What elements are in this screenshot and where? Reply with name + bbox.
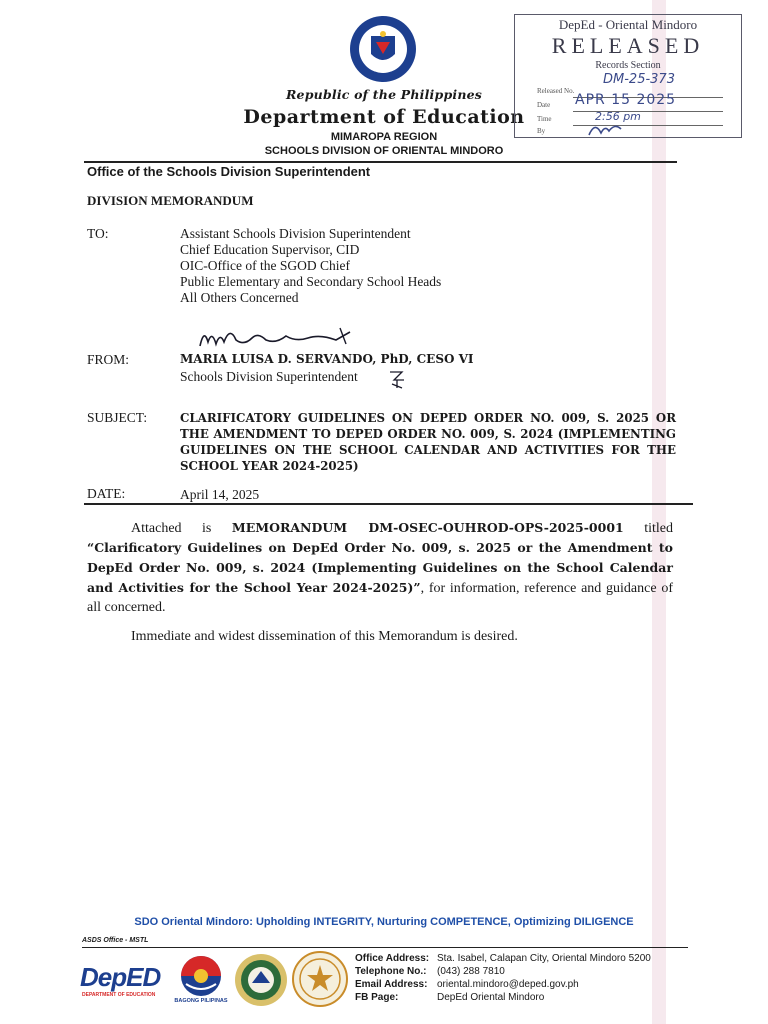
email-label: Email Address: — [355, 979, 428, 990]
deped-logo — [80, 960, 172, 1004]
deped-seal-logo — [348, 14, 418, 84]
date-label: DATE: — [87, 486, 126, 501]
footer-motto: SDO Oriental Mindoro: Upholding INTEGRITY, Nurturing COMPETENCE, Optimizing DILIGENCE — [134, 916, 634, 928]
stamp-initials-scribble — [585, 119, 625, 141]
p1-titled: titled — [644, 521, 673, 536]
memo-date: April 14, 2025 — [180, 487, 260, 502]
initial-mark — [386, 368, 408, 390]
deped-logo-text: DepED — [80, 962, 161, 992]
from-title: Schools Division Superintendent — [180, 369, 358, 384]
p1-memo-number: MEMORANDUM DM-OSEC-OUHROD-OPS-2025-0001 — [231, 520, 624, 535]
from-name: MARIA LUISA D. SERVANDO, PhD, CESO VI — [180, 352, 474, 366]
stamp-time: 2:56 pm — [595, 110, 641, 123]
to-label: TO: — [87, 226, 109, 241]
fb-page-label: FB Page: — [355, 992, 399, 1003]
region-heading: MIMAROPA REGION — [330, 131, 438, 143]
body-paragraph-2: Immediate and widest dissemination of this Memorandum is desired. — [131, 629, 518, 644]
department-heading: Department of Education — [243, 106, 525, 128]
to-recipient: All Others Concerned — [180, 290, 299, 305]
to-recipient: Chief Education Supervisor, CID — [180, 242, 360, 257]
p1-prefix: Attached is — [131, 521, 212, 536]
to-recipient: OIC-Office of the SGOD Chief — [180, 258, 350, 273]
stamp-released-no: DM-25-373 — [603, 72, 675, 87]
to-recipient: Assistant Schools Division Superintendent — [180, 226, 411, 241]
stamp-released-no-label: Released No. — [537, 87, 575, 95]
subject-label: SUBJECT: — [87, 410, 148, 425]
stamp-title: DepEd - Oriental Mindoro — [558, 17, 698, 32]
division-heading: SCHOOLS DIVISION OF ORIENTAL MINDORO — [264, 145, 504, 157]
header-divider — [84, 161, 677, 163]
office-address-label: Office Address: — [355, 953, 430, 964]
memo-divider — [84, 503, 693, 505]
provincial-seal-logo — [292, 951, 348, 1007]
republic-heading: Republic of the Philippines — [285, 87, 483, 102]
office-address: Sta. Isabel, Calapan City, Oriental Mindoro 5200 — [437, 953, 651, 964]
stamp-status: RELEASED — [551, 33, 705, 58]
stamp-by-label: By — [537, 127, 546, 135]
bagong-pilipinas-text: BAGONG PILIPINAS — [174, 998, 228, 1004]
division-seal-logo — [234, 953, 288, 1007]
stamp-section: Records Section — [595, 60, 661, 71]
body-paragraph-1 — [87, 518, 673, 617]
email: oriental.mindoro@deped.gov.ph — [437, 979, 579, 990]
deped-logo-subtext: DEPARTMENT OF EDUCATION — [82, 992, 156, 998]
to-recipient: Public Elementary and Secondary School Heads — [180, 274, 442, 289]
subject-text: CLARIFICATORY GUIDELINES ON DEPED ORDER NO. 009, S. 2025 OR THE AMENDMENT TO DEPED ORDER NO. 009, S. 2024 (IMPLEMENTING GUIDELINES ON THE SCHOOL CALENDAR AND ACTIVITIES FOR THE SCHOOL YEAR 2024-2025) — [180, 411, 676, 473]
office-heading: Office of the Schools Division Superintendent — [87, 164, 371, 179]
released-stamp — [514, 14, 742, 138]
asds-office-code: ASDS Office - MSTL — [82, 937, 149, 944]
stamp-date-label: Date — [537, 101, 551, 109]
bagong-pilipinas-logo — [172, 954, 230, 1008]
footer-divider — [82, 947, 688, 948]
telephone: (043) 288 7810 — [437, 966, 505, 977]
from-label: FROM: — [87, 352, 130, 367]
stamp-time-label: Time — [537, 115, 552, 123]
telephone-label: Telephone No.: — [355, 966, 427, 977]
p1-suffix: , for information, reference and guidance of all concerned. — [87, 581, 673, 615]
stamp-date: APR 15 2025 — [575, 92, 677, 108]
fb-page: DepEd Oriental Mindoro — [437, 992, 545, 1003]
p1-quoted-title: “Clarificatory Guidelines on DepEd Order No. 009, s. 2025 or the Amendment to DepEd Order No. 009, s. 2024 (Implementing Guidelines on the School Calendar and Activities for the School Year 2024-2025)” — [87, 540, 673, 595]
memo-type-heading: DIVISION MEMORANDUM — [87, 193, 254, 208]
